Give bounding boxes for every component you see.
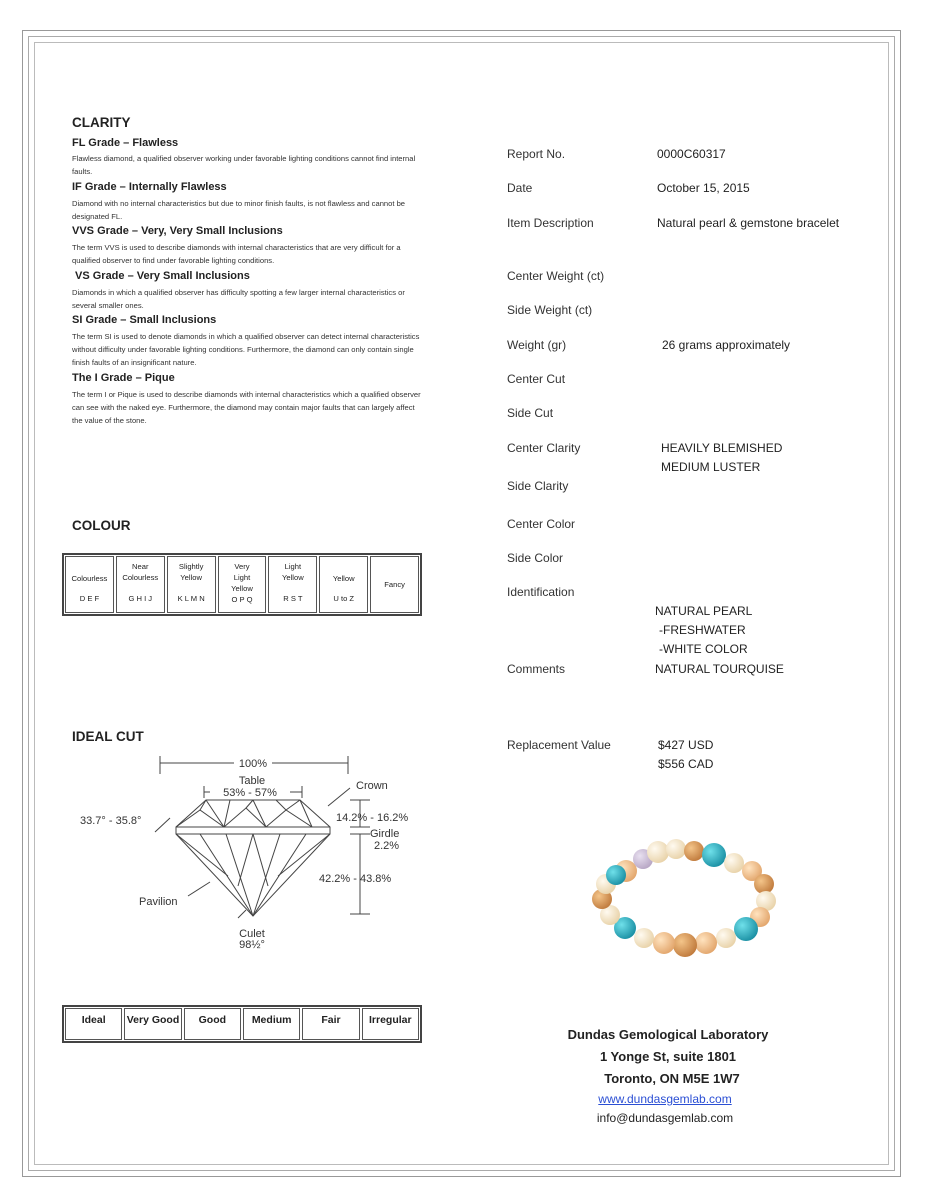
colour-scale-table: [62, 553, 422, 616]
colour-letters: R S T: [283, 594, 303, 603]
crown-label: Crown: [356, 780, 388, 792]
identification-label: Identification: [507, 585, 575, 599]
grade-vvs-desc: The term VVS is used to describe diamonds with internal characteristics that are very difficult for a qualified observer to find under favorable lighting conditions.: [72, 243, 401, 265]
grade-if-desc: Diamond with no internal characteristics but due to minor finish faults, is not flawless and cannot be designated FL.: [72, 199, 406, 221]
lab-email: info@dundasgemlab.com: [596, 1111, 734, 1125]
table-label: Table: [238, 775, 266, 787]
date-label: Date: [507, 181, 533, 195]
cut-grade-cell: Very Good: [124, 1008, 181, 1040]
center-clarity-value-1: HEAVILY BLEMISHED: [661, 441, 783, 455]
colour-name: Slightly Yellow: [178, 562, 204, 582]
colour-name: Very Light Yellow: [231, 562, 253, 593]
report-no-value: 0000C60317: [657, 147, 726, 161]
lab-name: Dundas Gemological Laboratory: [567, 1027, 769, 1042]
side-color-label: Side Color: [507, 551, 564, 565]
lab-website-link[interactable]: www.dundasgemlab.com: [598, 1092, 732, 1106]
bracelet-beads: [592, 839, 776, 957]
colour-name: Near Colourless: [122, 562, 159, 582]
grade-vs: VS Grade – Very Small Inclusions: [75, 270, 250, 282]
width-pct-label: 100%: [238, 758, 268, 770]
item-description-label: Item Description: [507, 216, 594, 230]
report-no-label: Report No.: [507, 147, 566, 161]
pavilion-label: Pavilion: [139, 896, 178, 908]
cut-grade-cell: Good: [184, 1008, 241, 1040]
ideal-cut-title: IDEAL CUT: [72, 729, 144, 744]
clarity-title: CLARITY: [72, 115, 131, 130]
colour-cell: [268, 556, 317, 613]
colour-title: COLOUR: [72, 518, 131, 533]
center-color-label: Center Color: [507, 517, 576, 531]
grade-fl: FL Grade – Flawless: [72, 137, 179, 149]
crown-pct-label: 14.2% - 16.2%: [336, 812, 409, 824]
identification-value-2: -FRESHWATER: [659, 623, 746, 637]
item-description-value: Natural pearl & gemstone bracelet: [657, 216, 840, 230]
pavilion-pct-label: 42.2% - 43.8%: [319, 873, 392, 885]
colour-cell: [116, 556, 165, 613]
center-weight-label: Center Weight (ct): [507, 269, 605, 283]
side-clarity-label: Side Clarity: [507, 479, 569, 493]
weight-label: Weight (gr): [507, 338, 567, 352]
center-cut-label: Center Cut: [507, 372, 566, 386]
colour-letters: O P Q: [231, 595, 253, 604]
colour-name: Fancy: [384, 580, 405, 589]
diamond-diagram: [60, 748, 440, 958]
replacement-usd: $427 USD: [658, 738, 714, 752]
colour-cell: [370, 556, 419, 613]
table-pct-label: 53% - 57%: [223, 787, 277, 799]
cut-grade-table: [62, 1005, 422, 1043]
colour-letters: K L M N: [177, 594, 205, 603]
colour-name: Light Yellow: [282, 562, 304, 582]
comments-value: NATURAL TOURQUISE: [655, 662, 784, 676]
replacement-value-label: Replacement Value: [507, 738, 611, 752]
culet-label: Culet: [239, 928, 265, 940]
center-clarity-label: Center Clarity: [507, 441, 581, 455]
weight-value: 26 grams approximately: [662, 338, 791, 352]
comments-label: Comments: [507, 662, 566, 676]
identification-value-3: -WHITE COLOR: [659, 642, 748, 656]
grade-vvs: VVS Grade – Very, Very Small Inclusions: [72, 225, 283, 237]
grade-i-desc: The term I or Pique is used to describe diamonds with internal characteristics which a qualified observer can see with the naked eye. Furthermore, the diamond may contain major faults that can largely affect the value of the stone.: [72, 390, 421, 425]
cut-grade-cell: Medium: [243, 1008, 300, 1040]
colour-letters: U to Z: [333, 594, 355, 603]
cut-grade-cell: Fair: [302, 1008, 359, 1040]
colour-letters: D E F: [79, 594, 100, 603]
bracelet-photo: [580, 835, 785, 965]
replacement-cad: $556 CAD: [658, 757, 714, 771]
lab-address-2: Toronto, ON M5E 1W7: [604, 1071, 740, 1086]
colour-letters: G H I J: [128, 594, 153, 603]
cut-grade-cell: Ideal: [65, 1008, 122, 1040]
center-clarity-value-2: MEDIUM LUSTER: [661, 460, 761, 474]
girdle-label: Girdle: [370, 828, 400, 840]
crown-angle-label: 33.7° - 35.8°: [80, 815, 142, 827]
cut-grade-cell: Irregular: [362, 1008, 419, 1040]
grade-si: SI Grade – Small Inclusions: [72, 314, 217, 326]
colour-name: Yellow: [332, 574, 355, 583]
colour-cell: [65, 556, 114, 613]
side-weight-label: Side Weight (ct): [507, 303, 593, 317]
colour-cell: [319, 556, 368, 613]
grade-vs-desc: Diamonds in which a qualified observer has difficulty spotting a few larger internal characteristics or several smaller ones.: [72, 288, 405, 310]
grade-si-desc: The term SI is used to denote diamonds in which a qualified observer can detect internal characteristics without difficulty under favorable lighting conditions. Furthermore, the diamond can only contain single finish faults of an insignificant nature.: [72, 332, 420, 367]
culet-value-label: 98½°: [239, 939, 265, 951]
identification-value-1: NATURAL PEARL: [655, 604, 753, 618]
grade-i: The I Grade – Pique: [72, 372, 175, 384]
lab-address-1: 1 Yonge St, suite 1801: [599, 1049, 737, 1064]
grade-if: IF Grade – Internally Flawless: [72, 181, 227, 193]
colour-cell: [167, 556, 216, 613]
side-cut-label: Side Cut: [507, 406, 554, 420]
grade-fl-desc: Flawless diamond, a qualified observer working under favorable lighting conditions cannot find internal faults.: [72, 154, 416, 176]
girdle-pct-label: 2.2%: [374, 840, 400, 852]
colour-cell: [218, 556, 267, 613]
colour-name: Colourless: [71, 574, 108, 583]
date-value: October 15, 2015: [657, 181, 750, 195]
